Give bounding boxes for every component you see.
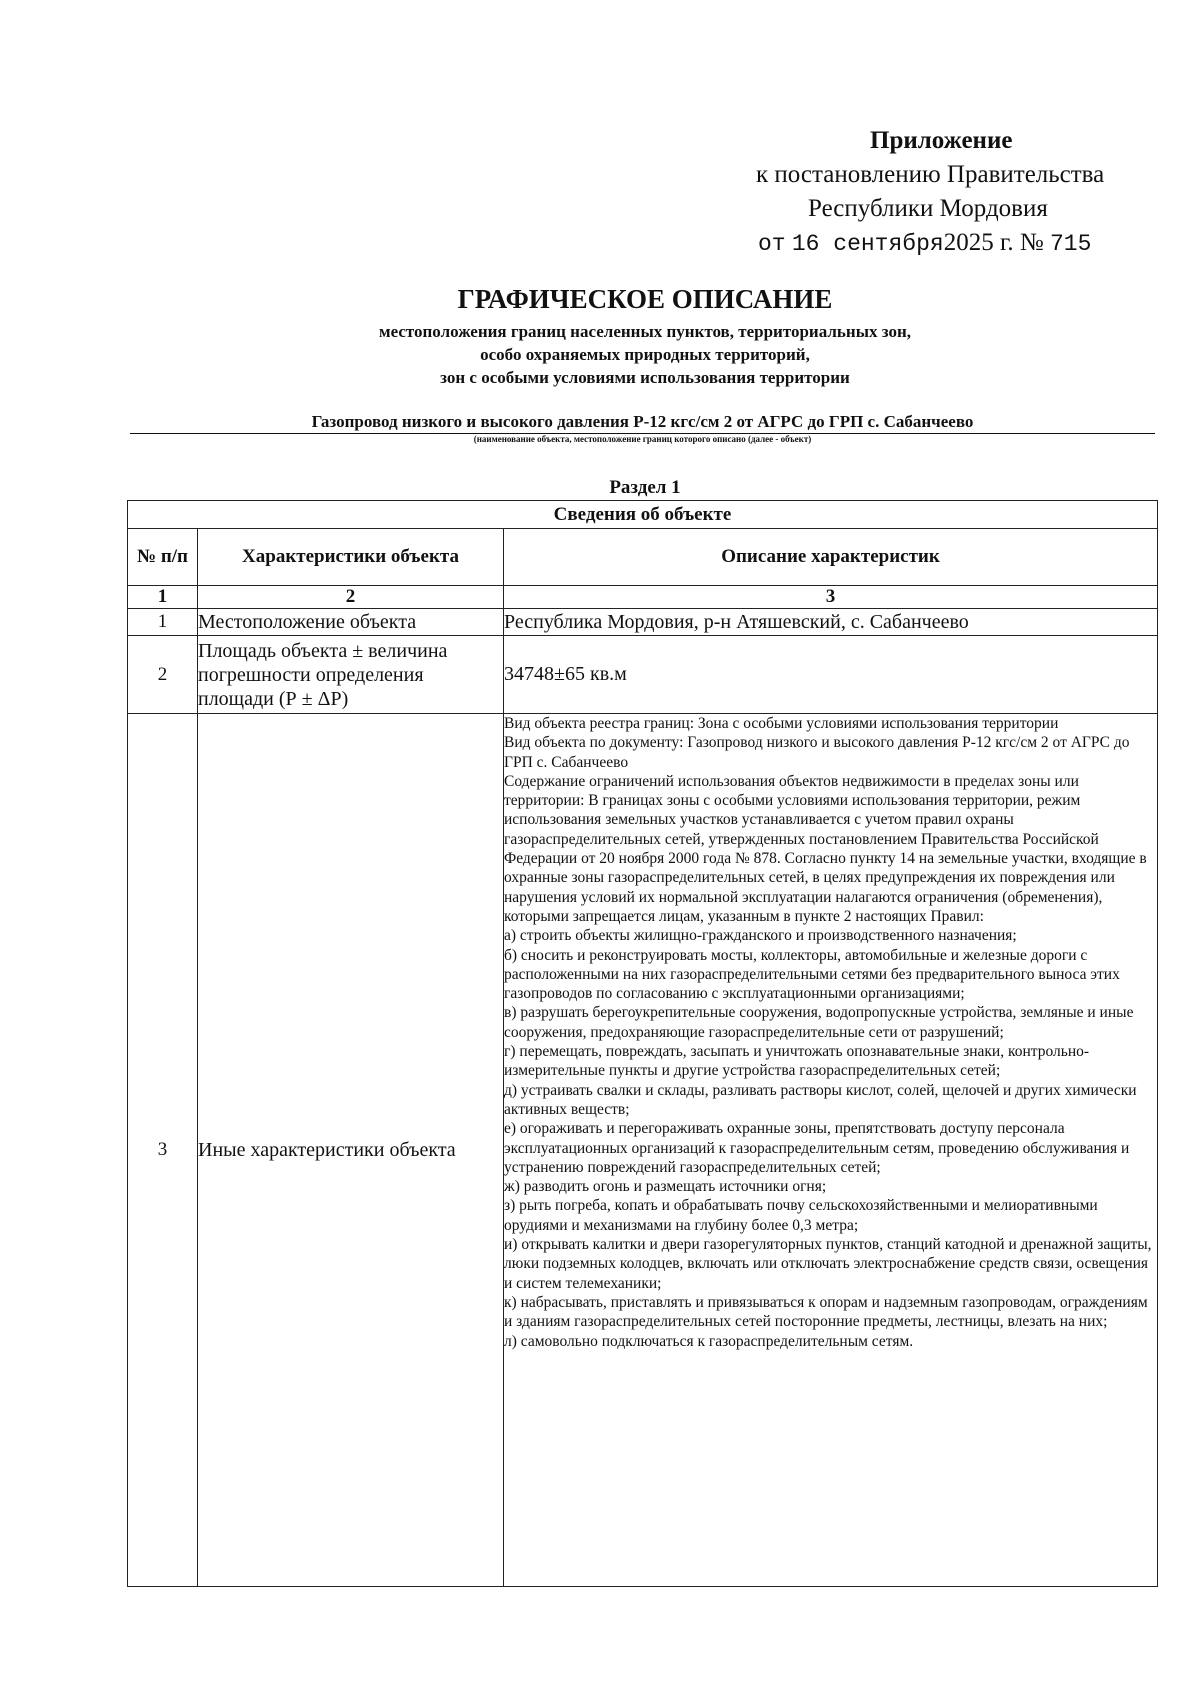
object-info-table (127, 500, 1158, 1587)
column-number: 3 (504, 586, 1158, 609)
restriction-item: а) строить объекты жилищно-гражданского и производственного назначения; (504, 927, 1017, 945)
table-row (128, 609, 1158, 636)
section-title: Раздел 1 (609, 477, 681, 498)
row-number: 2 (128, 636, 198, 714)
number-value: 715 (1049, 231, 1092, 257)
restriction-item: д) устраивать свалки и склады, разливать растворы кислот, солей, щелочей и других химически активных веществ; (504, 1081, 1137, 1118)
appendix-line-2: Республики Мордовия (808, 195, 1048, 222)
appendix-date-line (748, 226, 1168, 261)
row-number: 3 (128, 714, 198, 1587)
appendix-line-1: к постановлению Правительства (756, 161, 1105, 188)
header-characteristic: Характеристики объекта (198, 529, 504, 586)
header-description: Описание характеристик (504, 529, 1158, 586)
subtitle-line: местоположения границ населенных пунктов, территориальных зон, (379, 322, 911, 341)
restriction-item: з) рыть погреба, копать и обрабатывать почву сельскохозяйственными и мелиоративными орудиями и механизмами на глубину более 0,3 метра; (504, 1197, 1098, 1234)
restriction-item: к) набрасывать, приставлять и привязываться к опорам и надземным газопроводам, ограждениям и зданиям газораспределительных сетей посторонние предметы, лестницы, влезать на них; (504, 1293, 1148, 1331)
description-paragraph: Вид объекта по документу: Газопровод низкого и высокого давления Р-12 кгс/см 2 от АГРС до ГРП с. Сабанчеево (504, 734, 1130, 771)
row-characteristic: Площадь объекта ± величина погрешности определения площади (Р ± ΔР) (198, 636, 504, 714)
appendix-title: Приложение (870, 127, 1013, 154)
date-year: 2025 г. (943, 229, 1014, 256)
restriction-item: ж) разводить огонь и размещать источники огня; (504, 1178, 827, 1196)
subtitle-line: особо охраняемых природных территорий, (480, 345, 810, 364)
row-description: Республика Мордовия, р-н Атяшевский, с. Сабанчеево (504, 609, 1158, 636)
restriction-item: г) перемещать, повреждать, засыпать и уничтожать опознавательные знаки, контрольно-измерительные пункты и другие устройства газораспределительных сетей; (504, 1043, 1090, 1080)
appendix-block (748, 124, 1168, 261)
table-row (128, 636, 1158, 714)
row-description: 34748±65 кв.м (504, 636, 1158, 714)
object-caption: (наименование объекта, местоположение границ которого описано (далее - объект) (473, 434, 812, 444)
column-number: 1 (128, 586, 198, 609)
subtitle-line: зон с особыми условиями использования территории (440, 368, 850, 387)
description-paragraph: Содержание ограничений использования объектов недвижимости в пределах зоны или территории: В границах зоны с особыми условиями использования территории, режим использования земельных участков устанавливается с учетом правил охраны газораспределительных сетей, утвержденных постановлением Правительства Российской Федерации от 20 ноября 2000 года № 878. Согласно пункту 14 на земельные участки, входящие в охранные зоны газораспределительных сетей, в целях предупреждения их повреждения или нарушения условий их нормальной эксплуатации налагаются ограничения (обременения), которыми запрещается лицам, указанным в пункте 2 настоящих Правил: (504, 772, 1147, 925)
header-number: № п/п (128, 529, 198, 586)
restriction-item: л) самовольно подключаться к газораспределительным сетям. (504, 1332, 914, 1350)
column-number: 2 (198, 586, 504, 609)
restriction-item: и) открывать калитки и двери газорегуляторных пунктов, станций катодной и дренажной защиты, люки подземных колодцев, включать или отключать электроснабжение средств связи, освещения и систем телемеханики; (504, 1236, 1152, 1292)
row-characteristic: Местоположение объекта (198, 609, 504, 636)
document-title: ГРАФИЧЕСКОЕ ОПИСАНИЕ (457, 284, 833, 314)
restriction-item: е) огораживать и перегораживать охранные зоны, препятствовать доступу персонала эксплуатационных организаций к газораспределительным сетям, проведению обслуживания и устранению повреждений газораспределительных сетей; (504, 1120, 1130, 1176)
document-subtitle (0, 320, 1200, 389)
object-name: Газопровод низкого и высокого давления Р-12 кгс/см 2 от АГРС до ГРП с. Сабанчеево (130, 412, 1155, 434)
table-caption: Сведения об объекте (128, 501, 1158, 529)
row-characteristic: Иные характеристики объекта (198, 714, 504, 1587)
table-row (128, 714, 1158, 1587)
restriction-item: в) разрушать берегоукрепительные сооружения, водопропускные устройства, земляные и иные сооружения, предохраняющие газораспределительные сети от разрушений; (504, 1004, 1134, 1041)
restriction-item: б) сносить и реконструировать мосты, коллекторы, автомобильные и железные дороги с расположенными на них газораспределительными сетями без предварительного выноса этих газопроводов по согласованию с эксплуатационными организациями; (504, 946, 1120, 1003)
row-description (504, 714, 1158, 1587)
description-paragraph: Вид объекта реестра границ: Зона с особыми условиями использования территории (504, 715, 1059, 732)
date-value: 16 сентября (791, 231, 944, 257)
number-label: № (1019, 229, 1044, 256)
date-prefix: от (758, 231, 786, 257)
row-number: 1 (128, 609, 198, 636)
